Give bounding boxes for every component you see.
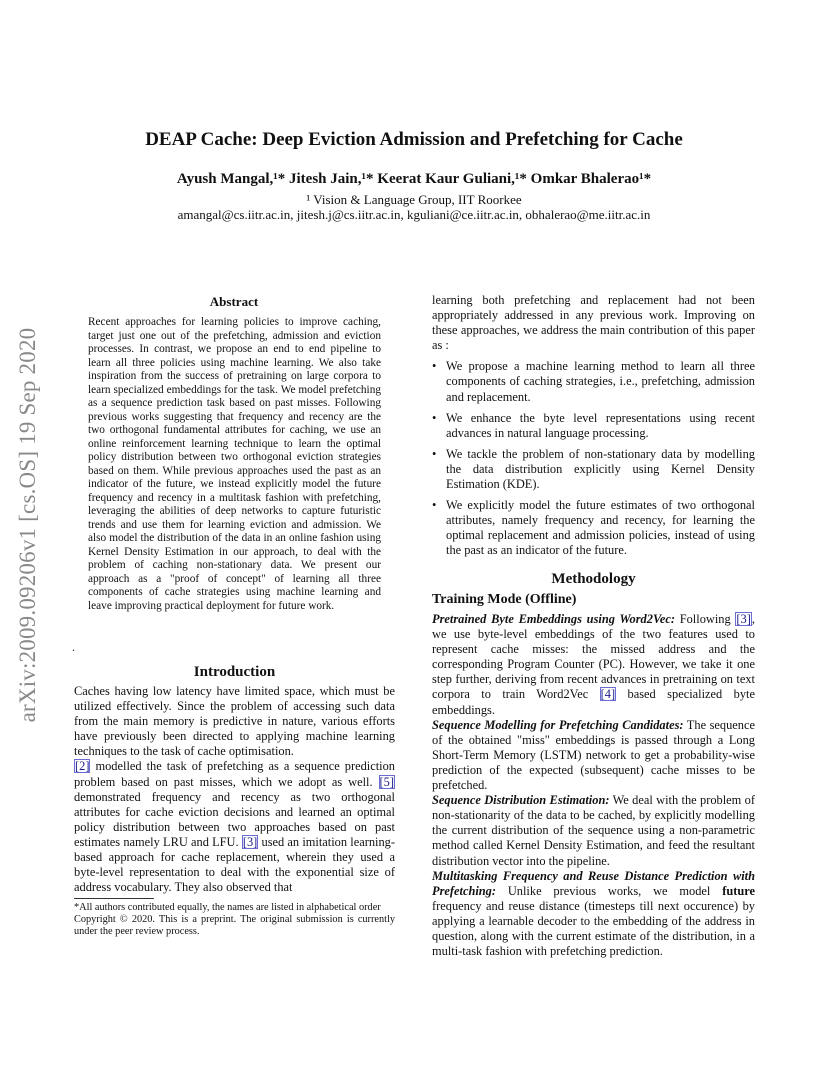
training-mode-heading: Training Mode (Offline) bbox=[432, 592, 577, 607]
paper-title: DEAP Cache: Deep Eviction Admission and Prefetching for Cache bbox=[145, 129, 683, 150]
contribution-intro: learning both prefetching and replacement had not been appropriately addressed in any previous work. Improving on these approaches, we address the main contribution of this paper as : bbox=[432, 293, 755, 353]
introduction-body bbox=[74, 684, 395, 895]
citation-link-3[interactable]: [3] bbox=[242, 834, 258, 849]
arxiv-sidebar bbox=[8, 290, 48, 760]
introduction-heading: Introduction bbox=[193, 664, 276, 680]
abstract-body: Recent approaches for learning policies to improve caching, target just one out of the prefetching, admission and eviction processes. In contrast, we propose an end to end pipeline to learn all three policies using machine learning. We also take inspiration from the success of pretraining on large corpora to learn specialized embeddings for the task. We model prefetching as a sequence prediction task based on past misses. Following previous works suggesting that frequency and recency are the two orthogonal fundamental attributes for caching, we use an online reinforcement learning technique to learn the optimal policy distribution between two orthogonal eviction strategies based on them. While previous approaches used the past as an indicator of the future, we instead explicitly model the future frequency and recency in a multitask fashion with prefetching, leveraging the abilities of deep networks to capture futuristic trends and use them for learning eviction and admission. We also model the distribution of the data in an online fashion using Kernel Density Estimation in our approach, to deal with the problem of caching non-stationary data. We present our approach as a "proof of concept" of learning all three components of cache strategies using machine learning and leave improving practical deployment for future work. bbox=[88, 316, 381, 612]
intro-text-4: used an imitation learning-based approach for cache replacement, wherein they used a byte-level representation to deal with the exponential size of address vocabulary. They also observed that bbox=[74, 834, 396, 895]
stray-dot: . bbox=[72, 640, 75, 654]
multitasking-title: Multitasking Frequency and Reuse Distance Prediction with Prefetching: bbox=[432, 868, 755, 898]
contribution-bullet: • We propose a machine learning method to learn all three components of caching strategies, i.e., prefetching, admission and replacement. bbox=[432, 359, 755, 404]
right-column-intro bbox=[432, 293, 755, 559]
author-list: Ayush Mangal,¹* Jitesh Jain,¹* Keerat Kaur Guliani,¹* Omkar Bhalerao¹* bbox=[176, 171, 652, 187]
bullet-icon: • bbox=[432, 446, 437, 461]
methodology-body bbox=[432, 612, 755, 959]
abstract-heading: Abstract bbox=[209, 294, 259, 309]
section-sequence-modelling: Sequence Modelling for Prefetching Candidates: The sequence of the obtained "miss" embeddings is passed through a Long Short-Term Memory (LSTM) network to get a probability-wise prediction of the expected (subsequent) cache misses to be prefetched. bbox=[432, 717, 755, 793]
affiliation: ¹ Vision & Language Group, IIT Roorkee bbox=[306, 192, 522, 207]
bullet-icon: • bbox=[432, 410, 437, 425]
section-multitasking: Multitasking Frequency and Reuse Distance Prediction with Prefetching: Unlike previous works, we model future frequency and reuse distance (timesteps till next occurence) by applying a learnable decoder to the embedding of the address in question, along with the current estimate of the distribution, in a multi-task fashion with prefetching prediction. bbox=[432, 868, 755, 959]
distribution-estimation-title: Sequence Distribution Estimation: bbox=[432, 793, 610, 808]
intro-text-3: demonstrated frequency and recency as two orthogonal attributes for cache eviction decisions and learned an optimal policy distribution between two approaches based on past estimates namely LRU and LFU. bbox=[74, 789, 395, 849]
arxiv-identifier: arXiv:2009.09206v1 [cs.OS] 19 Sep 2020 bbox=[15, 327, 40, 723]
bullet-icon: • bbox=[432, 359, 437, 374]
intro-text-2: modelled the task of prefetching as a sequence prediction problem based on past misses, which we adopt as well. bbox=[74, 759, 395, 789]
contribution-bullet: • We tackle the problem of non-stationary data by modelling the data distribution explicitly using Kernel Density Estimation (KDE). bbox=[432, 446, 755, 492]
footnote-equal-contribution: *All authors contributed equally, the names are listed in alphabetical order bbox=[74, 902, 381, 913]
section-pretrained-embeddings: Pretrained Byte Embeddings using Word2Vec: Following [3], we use byte-level embeddings of the two features used to represent cache misses: the missed address and the corresponding Program Counter (PC). However, we take it one step further, deriving from recent advances in pretraining on text corpora to train Word2Vec [4] based specialized byte embeddings. bbox=[432, 612, 755, 717]
citation-link-3[interactable]: [3] bbox=[736, 612, 751, 626]
pretrained-embeddings-title: Pretrained Byte Embeddings using Word2Vec: bbox=[432, 612, 675, 626]
footnote-rule bbox=[74, 898, 154, 899]
intro-paragraph-1: Caches having low latency have limited space, which must be utilized effectively. Since the problem of accessing such data from the main memory is predictive in nature, various efforts have previously been directed to applying machine learning techniques to the task of cache optimisation. bbox=[74, 684, 395, 759]
bullet-icon: • bbox=[432, 498, 437, 513]
citation-link-4[interactable]: [4] bbox=[600, 687, 616, 702]
author-emails: amangal@cs.iitr.ac.in, jitesh.j@cs.iitr.ac.in, kguliani@ce.iitr.ac.in, obhalerao@me.iitr.ac.in bbox=[177, 207, 651, 222]
section-distribution-estimation: Sequence Distribution Estimation: We deal with the problem of non-stationarity of the data to be cached, by explicitly modelling the current distribution of the sequence using a non-parametric method called Kernel Density Estimation, and feed the resultant distribution vector into the pipeline. bbox=[432, 793, 755, 868]
contribution-bullet: • We enhance the byte level representations using recent advances in natural language processing. bbox=[432, 410, 755, 440]
copyright-notice: Copyright © 2020. This is a preprint. The original submission is currently under the peer review process. bbox=[74, 914, 395, 938]
citation-link-2[interactable]: [2] bbox=[75, 759, 90, 774]
footnotes bbox=[74, 902, 395, 939]
citation-link-5[interactable]: [5] bbox=[379, 774, 394, 789]
sequence-modelling-title: Sequence Modelling for Prefetching Candidates: bbox=[432, 717, 684, 732]
methodology-heading: Methodology bbox=[551, 571, 636, 587]
contribution-bullet: • We explicitly model the future estimates of two orthogonal attributes, namely frequency and recency, for learning the optimal replacement and admission policies, instead of using the past as an indicator of the future. bbox=[432, 498, 755, 558]
